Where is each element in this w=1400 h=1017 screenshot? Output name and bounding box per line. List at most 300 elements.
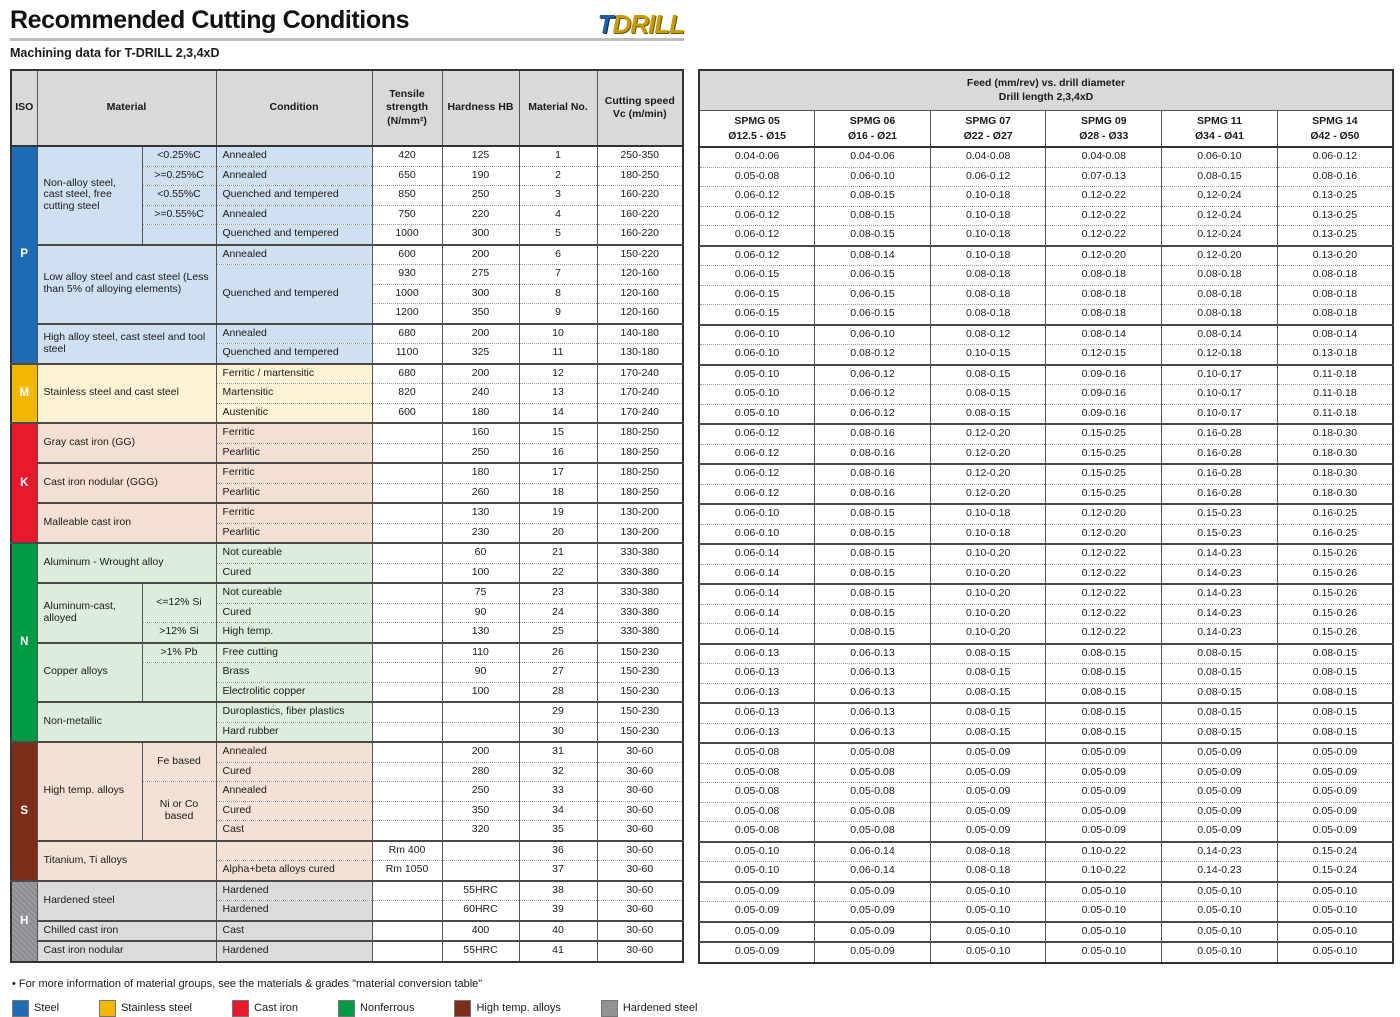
- feed-table-columns-row: [699, 111, 1393, 148]
- feed-value-cell: 0.08-0.16: [1277, 167, 1393, 187]
- logo-drill-word: DRILL: [612, 9, 684, 39]
- table-row: [699, 664, 1393, 684]
- condition-cell: Quenched and tempered: [216, 344, 372, 364]
- value-cell: [372, 563, 442, 583]
- legend-label: Stainless steel: [121, 1002, 193, 1014]
- value-cell: 930: [372, 265, 442, 285]
- spmg-column-header: SPMG 05 Ø12.5 - Ø15: [699, 111, 815, 148]
- feed-value-cell: 0.13-0.25: [1277, 226, 1393, 246]
- material-cell: High alloy steel, cast steel and tool steel: [37, 324, 216, 364]
- tables-container: [10, 69, 1394, 964]
- feed-value-cell: 0.05-0.10: [930, 902, 1046, 922]
- legend-label: Nonferrous: [360, 1002, 415, 1014]
- value-cell: 750: [372, 205, 442, 225]
- value-cell: [372, 523, 442, 543]
- value-cell: 40: [519, 921, 597, 942]
- feed-value-cell: 0.08-0.15: [815, 206, 931, 226]
- feed-value-cell: 0.08-0.15: [1046, 683, 1162, 703]
- legend-swatch-icon: [99, 1000, 116, 1017]
- feed-value-cell: 0.18-0.30: [1277, 444, 1393, 464]
- feed-value-cell: 0.06-0.13: [699, 703, 815, 723]
- feed-value-cell: 0.05-0.08: [699, 822, 815, 842]
- value-cell: 38: [519, 881, 597, 901]
- value-cell: 16: [519, 443, 597, 463]
- feed-value-cell: 0.08-0.15: [815, 564, 931, 584]
- feed-value-cell: 0.06-0.12: [699, 464, 815, 484]
- feed-value-cell: 0.10-0.22: [1046, 862, 1162, 882]
- condition-column-header: Condition: [216, 70, 372, 146]
- condition-cell: Pearlitic: [216, 443, 372, 463]
- feed-value-cell: 0.14-0.23: [1162, 584, 1278, 604]
- value-cell: 350: [442, 801, 519, 821]
- feed-value-cell: 0.06-0.13: [699, 723, 815, 743]
- value-cell: 30-60: [597, 841, 683, 861]
- value-cell: 320: [442, 821, 519, 841]
- feed-value-cell: 0.06-0.12: [930, 167, 1046, 187]
- value-cell: [372, 762, 442, 782]
- condition-cell: Cast: [216, 921, 372, 942]
- feed-value-cell: 0.08-0.16: [815, 444, 931, 464]
- feed-value-cell: 0.06-0.15: [815, 266, 931, 286]
- condition-cell: Pearlitic: [216, 523, 372, 543]
- feed-value-cell: 0.06-0.12: [699, 424, 815, 444]
- feed-value-cell: 0.06-0.12: [815, 385, 931, 405]
- material-cell: Aluminum - Wrought alloy: [37, 543, 216, 583]
- feed-value-cell: 0.05-0.09: [1277, 822, 1393, 842]
- value-cell: 35: [519, 821, 597, 841]
- feed-value-cell: 0.05-0.10: [1046, 922, 1162, 943]
- condition-cell: Not cureable: [216, 543, 372, 563]
- feed-value-cell: 0.15-0.26: [1277, 604, 1393, 624]
- table-row: [11, 941, 683, 962]
- feed-value-cell: 0.10-0.18: [930, 206, 1046, 226]
- value-cell: 17: [519, 463, 597, 483]
- feed-value-cell: 0.05-0.09: [1046, 743, 1162, 763]
- value-cell: [372, 643, 442, 663]
- feed-value-cell: 0.10-0.20: [930, 544, 1046, 564]
- feed-value-cell: 0.08-0.18: [1046, 305, 1162, 325]
- value-cell: 180-250: [597, 483, 683, 503]
- feed-value-cell: 0.10-0.17: [1162, 365, 1278, 385]
- feed-value-cell: 0.06-0.12: [815, 404, 931, 424]
- feed-value-cell: 0.06-0.15: [699, 285, 815, 305]
- feed-value-cell: 0.08-0.15: [1277, 644, 1393, 664]
- value-cell: 160-220: [597, 205, 683, 225]
- table-row: [699, 723, 1393, 743]
- feed-value-cell: 0.08-0.14: [1277, 325, 1393, 345]
- feed-value-cell: 0.09-0.16: [1046, 365, 1162, 385]
- condition-cell: Alpha+beta alloys cured: [216, 861, 372, 881]
- feed-value-cell: 0.15-0.23: [1162, 524, 1278, 544]
- value-cell: 200: [442, 742, 519, 762]
- table-row: [11, 245, 683, 265]
- table-row: [11, 841, 683, 861]
- feed-value-cell: 0.05-0.08: [699, 763, 815, 783]
- feed-value-cell: 0.05-0.09: [1277, 802, 1393, 822]
- feed-value-cell: 0.06-0.13: [699, 644, 815, 664]
- feed-value-cell: 0.12-0.20: [930, 444, 1046, 464]
- feed-value-cell: 0.04-0.06: [815, 147, 931, 167]
- value-cell: 36: [519, 841, 597, 861]
- value-cell: [372, 782, 442, 802]
- feed-value-cell: 0.08-0.15: [1046, 644, 1162, 664]
- value-cell: 30-60: [597, 801, 683, 821]
- feed-value-cell: 0.14-0.23: [1162, 862, 1278, 882]
- feed-value-cell: 0.08-0.15: [930, 404, 1046, 424]
- material-cell: Titanium, Ti alloys: [37, 841, 216, 881]
- feed-value-cell: 0.04-0.08: [930, 147, 1046, 167]
- value-cell: 3: [519, 186, 597, 206]
- value-cell: 1: [519, 146, 597, 166]
- feed-value-cell: 0.11-0.18: [1277, 365, 1393, 385]
- value-cell: [372, 941, 442, 962]
- value-cell: 820: [372, 384, 442, 404]
- value-cell: 150-230: [597, 643, 683, 663]
- value-cell: 1100: [372, 344, 442, 364]
- value-cell: 200: [442, 364, 519, 384]
- feed-value-cell: 0.05-0.10: [699, 842, 815, 862]
- legend-swatch-icon: [338, 1000, 355, 1017]
- feed-value-cell: 0.12-0.20: [930, 464, 1046, 484]
- feed-value-cell: 0.05-0.08: [815, 743, 931, 763]
- value-cell: 180-250: [597, 166, 683, 186]
- condition-cell: Quenched and tempered: [216, 186, 372, 206]
- table-row: [699, 882, 1393, 902]
- feed-value-cell: 0.06-0.10: [1162, 147, 1278, 167]
- material-cell: Cast iron nodular (GGG): [37, 463, 216, 503]
- value-cell: 125: [442, 146, 519, 166]
- value-cell: [372, 623, 442, 643]
- condition-cell: Ferritic / martensitic: [216, 364, 372, 384]
- value-cell: 150-230: [597, 663, 683, 683]
- value-cell: 32: [519, 762, 597, 782]
- table-row: [699, 683, 1393, 703]
- value-cell: 150-220: [597, 245, 683, 265]
- value-cell: 110: [442, 643, 519, 663]
- feed-value-cell: 0.05-0.09: [930, 822, 1046, 842]
- spmg-column-header: SPMG 11 Ø34 - Ø41: [1162, 111, 1278, 148]
- feed-value-cell: 0.08-0.15: [1162, 644, 1278, 664]
- feed-value-cell: 0.06-0.15: [815, 285, 931, 305]
- feed-value-cell: 0.10-0.18: [930, 246, 1046, 266]
- feed-value-cell: 0.06-0.12: [699, 444, 815, 464]
- value-cell: 650: [372, 166, 442, 186]
- value-cell: 130-200: [597, 523, 683, 543]
- feed-value-cell: 0.08-0.15: [815, 584, 931, 604]
- feed-value-cell: 0.06-0.10: [699, 524, 815, 544]
- feed-value-cell: 0.08-0.15: [930, 703, 1046, 723]
- value-cell: [372, 722, 442, 742]
- feed-value-cell: 0.05-0.09: [815, 942, 931, 963]
- value-cell: 850: [372, 186, 442, 206]
- feed-value-cell: 0.15-0.24: [1277, 842, 1393, 862]
- feed-value-cell: 0.08-0.15: [1162, 664, 1278, 684]
- feed-value-cell: 0.12-0.22: [1046, 624, 1162, 644]
- value-cell: 250-350: [597, 146, 683, 166]
- iso-cell: H: [11, 881, 37, 962]
- feed-value-cell: 0.12-0.20: [1046, 246, 1162, 266]
- value-cell: [372, 503, 442, 523]
- material-cell: Stainless steel and cast steel: [37, 364, 216, 424]
- feed-value-cell: 0.08-0.15: [930, 664, 1046, 684]
- table-row: [699, 365, 1393, 385]
- value-cell: [442, 722, 519, 742]
- value-cell: 34: [519, 801, 597, 821]
- value-cell: 90: [442, 603, 519, 623]
- feed-value-cell: 0.05-0.09: [1162, 743, 1278, 763]
- table-row: [699, 922, 1393, 943]
- feed-value-cell: 0.06-0.13: [815, 664, 931, 684]
- value-cell: 22: [519, 563, 597, 583]
- table-row: [699, 444, 1393, 464]
- feed-value-cell: 0.05-0.10: [1046, 882, 1162, 902]
- feed-value-cell: 0.05-0.10: [699, 862, 815, 882]
- feed-value-cell: 0.06-0.15: [699, 266, 815, 286]
- feed-value-cell: 0.08-0.15: [815, 604, 931, 624]
- feed-value-cell: 0.15-0.26: [1277, 564, 1393, 584]
- value-cell: 180-250: [597, 423, 683, 443]
- table-row: [699, 783, 1393, 803]
- feed-value-cell: 0.15-0.24: [1277, 862, 1393, 882]
- feed-value-cell: 0.05-0.10: [930, 942, 1046, 963]
- value-cell: 680: [372, 324, 442, 344]
- feed-value-cell: 0.12-0.24: [1162, 206, 1278, 226]
- feed-value-cell: 0.08-0.15: [1046, 664, 1162, 684]
- condition-cell: Annealed: [216, 742, 372, 762]
- feed-value-cell: 0.06-0.14: [815, 862, 931, 882]
- value-cell: 150-230: [597, 682, 683, 702]
- value-cell: 250: [442, 186, 519, 206]
- value-cell: 250: [442, 782, 519, 802]
- feed-value-cell: 0.10-0.18: [930, 504, 1046, 524]
- feed-value-cell: 0.05-0.08: [815, 802, 931, 822]
- feed-value-cell: 0.05-0.09: [1277, 783, 1393, 803]
- material-sub-cell: >=0.55%C: [142, 205, 216, 225]
- material-sub-cell: >=0.25%C: [142, 166, 216, 186]
- value-cell: 29: [519, 702, 597, 722]
- value-cell: 30-60: [597, 742, 683, 762]
- value-cell: 220: [442, 205, 519, 225]
- legend-label: Cast iron: [254, 1002, 299, 1014]
- table-row: [11, 423, 683, 443]
- feed-value-cell: 0.08-0.14: [1162, 325, 1278, 345]
- legend-item: [12, 1000, 59, 1017]
- value-cell: 30-60: [597, 881, 683, 901]
- value-cell: 11: [519, 344, 597, 364]
- legend-item: [338, 1000, 414, 1017]
- condition-cell: Quenched and tempered: [216, 225, 372, 245]
- feed-value-cell: 0.06-0.15: [699, 305, 815, 325]
- condition-cell: Duroplastics, fiber plastics: [216, 702, 372, 722]
- value-cell: 30-60: [597, 901, 683, 921]
- feed-value-cell: 0.06-0.10: [699, 345, 815, 365]
- value-cell: 1000: [372, 284, 442, 304]
- page-footer: [10, 978, 1394, 1017]
- material-cell: Non-alloy steel, cast steel, free cutting steel: [37, 146, 142, 245]
- feed-value-cell: 0.12-0.20: [1046, 504, 1162, 524]
- feed-value-cell: 0.05-0.09: [815, 882, 931, 902]
- value-cell: 300: [442, 284, 519, 304]
- material-cell: Copper alloys: [37, 643, 142, 703]
- condition-cell: Hardened: [216, 941, 372, 962]
- feed-value-cell: 0.16-0.28: [1162, 424, 1278, 444]
- material-sub-cell: <0.55%C: [142, 186, 216, 206]
- feed-value-cell: 0.05-0.09: [1277, 743, 1393, 763]
- value-cell: 90: [442, 663, 519, 683]
- feed-value-cell: 0.12-0.20: [930, 424, 1046, 444]
- condition-cell: Annealed: [216, 166, 372, 186]
- value-cell: 8: [519, 284, 597, 304]
- feed-value-cell: 0.12-0.22: [1046, 187, 1162, 207]
- material-cell: Low alloy steel and cast steel (Less than 5% of alloying elements): [37, 245, 216, 324]
- value-cell: 1200: [372, 304, 442, 324]
- value-cell: 60: [442, 543, 519, 563]
- feed-value-cell: 0.06-0.13: [815, 644, 931, 664]
- feed-value-cell: 0.16-0.25: [1277, 524, 1393, 544]
- feed-title-line2: Drill length 2,3,4xD: [998, 90, 1094, 103]
- value-cell: 55HRC: [442, 941, 519, 962]
- feed-value-cell: 0.08-0.16: [815, 424, 931, 444]
- table-row: [699, 464, 1393, 484]
- condition-cell: Annealed: [216, 782, 372, 802]
- table-row: [699, 624, 1393, 644]
- feed-value-cell: 0.05-0.10: [1046, 902, 1162, 922]
- legend-item: [601, 1000, 698, 1017]
- table-row: [699, 564, 1393, 584]
- feed-value-cell: 0.08-0.15: [1277, 723, 1393, 743]
- table-row: [699, 167, 1393, 187]
- feed-value-cell: 0.06-0.12: [699, 246, 815, 266]
- feed-value-cell: 0.08-0.18: [1162, 266, 1278, 286]
- feed-value-cell: 0.08-0.16: [815, 464, 931, 484]
- value-cell: 400: [442, 921, 519, 942]
- feed-value-cell: 0.05-0.08: [699, 783, 815, 803]
- condition-cell: Annealed: [216, 245, 372, 265]
- condition-cell: Annealed: [216, 205, 372, 225]
- value-cell: 39: [519, 901, 597, 921]
- feed-value-cell: 0.08-0.12: [815, 345, 931, 365]
- feed-value-cell: 0.08-0.14: [815, 246, 931, 266]
- feed-value-cell: 0.08-0.15: [1277, 664, 1393, 684]
- condition-cell: Ferritic: [216, 463, 372, 483]
- value-cell: Rm 400: [372, 841, 442, 861]
- feed-value-cell: 0.06-0.10: [815, 167, 931, 187]
- feed-value-cell: 0.08-0.18: [930, 862, 1046, 882]
- feed-value-cell: 0.05-0.10: [930, 922, 1046, 943]
- feed-value-cell: 0.11-0.18: [1277, 404, 1393, 424]
- feed-value-cell: 0.08-0.15: [930, 385, 1046, 405]
- feed-value-cell: 0.08-0.18: [1277, 266, 1393, 286]
- table-row: [699, 147, 1393, 167]
- feed-value-cell: 0.08-0.14: [1046, 325, 1162, 345]
- feed-value-cell: 0.10-0.18: [930, 226, 1046, 246]
- value-cell: 30-60: [597, 941, 683, 962]
- condition-cell: Annealed: [216, 324, 372, 344]
- table-row: [699, 644, 1393, 664]
- condition-cell: Cast: [216, 821, 372, 841]
- feed-value-cell: 0.08-0.15: [930, 644, 1046, 664]
- feed-value-cell: 0.05-0.09: [930, 763, 1046, 783]
- value-cell: [372, 543, 442, 563]
- feed-table-title-row: [699, 70, 1393, 111]
- condition-cell: Ferritic: [216, 503, 372, 523]
- page-header: [10, 6, 684, 60]
- value-cell: Rm 1050: [372, 861, 442, 881]
- feed-value-cell: 0.08-0.15: [815, 624, 931, 644]
- value-cell: 30-60: [597, 861, 683, 881]
- condition-cell: Annealed: [216, 146, 372, 166]
- table-row: [699, 524, 1393, 544]
- feed-value-cell: 0.06-0.12: [699, 206, 815, 226]
- value-cell: 330-380: [597, 563, 683, 583]
- iso-cell: M: [11, 364, 37, 424]
- value-cell: 20: [519, 523, 597, 543]
- value-cell: 600: [372, 245, 442, 265]
- feed-value-cell: 0.16-0.28: [1162, 484, 1278, 504]
- feed-value-cell: 0.05-0.09: [1162, 783, 1278, 803]
- feed-value-cell: 0.05-0.10: [930, 882, 1046, 902]
- feed-value-cell: 0.12-0.20: [1162, 246, 1278, 266]
- table-row: [11, 146, 683, 166]
- feed-value-cell: 0.15-0.25: [1046, 464, 1162, 484]
- value-cell: 275: [442, 265, 519, 285]
- table-row: [699, 942, 1393, 963]
- value-cell: 30-60: [597, 921, 683, 942]
- table-row: [11, 324, 683, 344]
- value-cell: 28: [519, 682, 597, 702]
- iso-cell: N: [11, 543, 37, 742]
- feed-value-cell: 0.13-0.18: [1277, 345, 1393, 365]
- value-cell: 180: [442, 463, 519, 483]
- table-row: [699, 285, 1393, 305]
- feed-value-cell: 0.05-0.08: [815, 822, 931, 842]
- value-cell: 350: [442, 304, 519, 324]
- feed-value-cell: 0.08-0.15: [815, 226, 931, 246]
- legend-label: Hardened steel: [622, 1002, 698, 1014]
- feed-value-cell: 0.04-0.08: [1046, 147, 1162, 167]
- feed-value-cell: 0.08-0.18: [1277, 285, 1393, 305]
- feed-value-cell: 0.12-0.22: [1046, 206, 1162, 226]
- feed-value-cell: 0.15-0.26: [1277, 544, 1393, 564]
- feed-value-cell: 0.05-0.10: [699, 404, 815, 424]
- feed-value-cell: 0.10-0.20: [930, 624, 1046, 644]
- value-cell: [372, 801, 442, 821]
- legend-swatch-icon: [601, 1000, 618, 1017]
- value-cell: [372, 742, 442, 762]
- value-cell: 330-380: [597, 603, 683, 623]
- material-cell: Gray cast iron (GG): [37, 423, 216, 463]
- feed-value-cell: 0.08-0.15: [1162, 683, 1278, 703]
- condition-cell: Ferritic: [216, 423, 372, 443]
- value-cell: 280: [442, 762, 519, 782]
- feed-value-cell: 0.06-0.14: [699, 544, 815, 564]
- legend-label: Steel: [34, 1002, 60, 1014]
- feed-value-cell: 0.08-0.15: [930, 723, 1046, 743]
- table-row: [699, 703, 1393, 723]
- value-cell: 31: [519, 742, 597, 762]
- value-cell: 190: [442, 166, 519, 186]
- table-row: [699, 305, 1393, 325]
- feed-value-cell: 0.06-0.12: [815, 365, 931, 385]
- feed-value-cell: 0.08-0.18: [930, 842, 1046, 862]
- feed-value-cell: 0.14-0.23: [1162, 604, 1278, 624]
- feed-value-cell: 0.08-0.18: [1277, 305, 1393, 325]
- value-cell: 300: [442, 225, 519, 245]
- tensile-column-header: Tensile strength (N/mm²): [372, 70, 442, 146]
- feed-value-cell: 0.06-0.13: [699, 683, 815, 703]
- value-cell: 330-380: [597, 583, 683, 603]
- value-cell: 100: [442, 563, 519, 583]
